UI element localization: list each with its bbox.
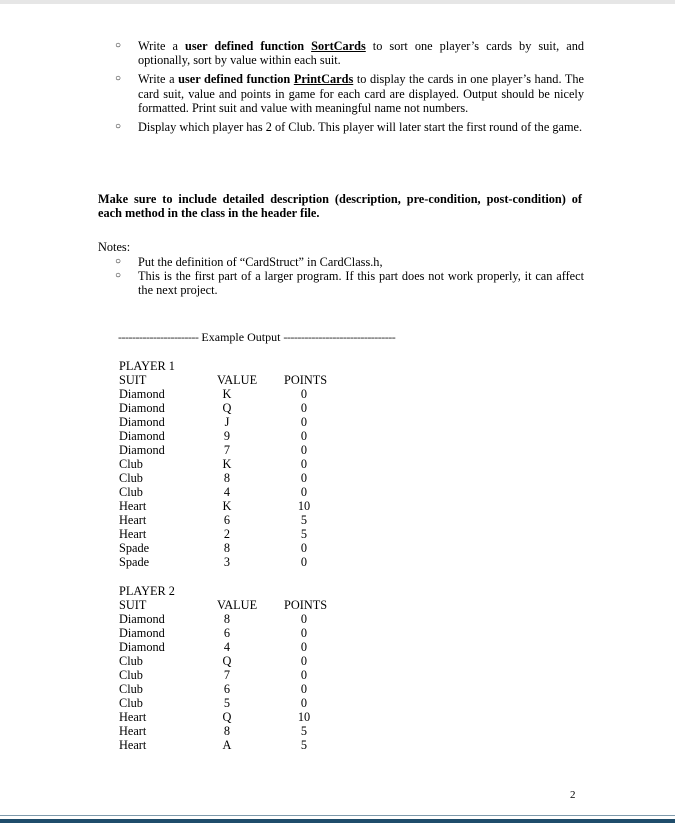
notes-list xyxy=(114,255,584,298)
card-value: K xyxy=(222,499,232,513)
card-points: 10 xyxy=(297,710,311,724)
card-row xyxy=(119,640,308,654)
card-points: 5 xyxy=(300,724,308,738)
card-value: 6 xyxy=(223,682,231,696)
card-points: 0 xyxy=(300,443,308,457)
function-name: PrintCards xyxy=(293,72,354,87)
dash-line: -------------------------------- xyxy=(283,330,396,344)
card-value: 8 xyxy=(223,541,231,555)
card-value: 6 xyxy=(223,626,231,640)
player-title: PLAYER 1 xyxy=(119,359,175,373)
card-suit: Heart xyxy=(119,710,147,724)
points-column-header: POINTS xyxy=(284,598,328,612)
card-row xyxy=(119,443,308,457)
card-value: 6 xyxy=(223,513,231,527)
card-value: K xyxy=(222,387,232,401)
card-value: 3 xyxy=(223,555,231,569)
hollow-bullet-icon: ○ xyxy=(115,40,122,51)
example-output-divider xyxy=(118,330,395,344)
card-points: 0 xyxy=(300,387,308,401)
value-column-header: VALUE xyxy=(217,373,258,387)
card-value: 2 xyxy=(223,527,231,541)
card-row xyxy=(119,738,308,752)
text: Display which player has 2 of Club. This player will later start the first round of the game. xyxy=(138,120,583,135)
card-value: K xyxy=(222,457,232,471)
card-suit: Diamond xyxy=(119,443,165,457)
card-suit: Club xyxy=(119,682,143,696)
card-value: 8 xyxy=(223,612,231,626)
top-rule xyxy=(0,0,675,4)
card-row xyxy=(119,387,308,401)
card-value: 7 xyxy=(223,443,231,457)
card-value: 8 xyxy=(223,471,231,485)
suit-column-header: SUIT xyxy=(119,598,147,612)
card-points: 0 xyxy=(300,541,308,555)
card-points: 5 xyxy=(300,738,308,752)
value-column-header: VALUE xyxy=(217,598,258,612)
card-row xyxy=(119,682,308,696)
card-value: J xyxy=(224,415,230,429)
card-row xyxy=(119,499,311,513)
player-title: PLAYER 2 xyxy=(119,584,175,598)
card-row xyxy=(119,485,308,499)
card-suit: Club xyxy=(119,457,143,471)
card-row xyxy=(119,710,311,724)
card-row xyxy=(119,513,308,527)
card-points: 5 xyxy=(300,527,308,541)
card-suit: Heart xyxy=(119,513,147,527)
card-row xyxy=(119,668,308,682)
card-points: 0 xyxy=(300,429,308,443)
card-value: 4 xyxy=(223,485,231,499)
card-suit: Club xyxy=(119,696,143,710)
card-value: 4 xyxy=(223,640,231,654)
card-suit: Spade xyxy=(119,555,150,569)
card-points: 0 xyxy=(300,401,308,415)
card-points: 0 xyxy=(300,640,308,654)
notes-heading: Notes: xyxy=(98,240,131,254)
card-value: 5 xyxy=(223,696,231,710)
card-value: 9 xyxy=(223,429,231,443)
requirement-two-of-club xyxy=(114,120,584,134)
note-text: Put the definition of “CardStruct” in CardClass.h, xyxy=(138,255,383,269)
card-points: 0 xyxy=(300,471,308,485)
function-name: SortCards xyxy=(311,39,366,53)
text: Write a xyxy=(138,72,179,87)
card-row xyxy=(119,654,308,668)
card-suit: Club xyxy=(119,471,143,485)
card-points: 5 xyxy=(300,513,308,527)
card-suit: Diamond xyxy=(119,640,165,654)
card-value: 7 xyxy=(223,668,231,682)
card-suit: Club xyxy=(119,654,143,668)
card-row xyxy=(119,457,308,471)
card-points: 0 xyxy=(300,457,308,471)
card-points: 0 xyxy=(300,612,308,626)
card-value: Q xyxy=(222,654,232,668)
card-suit: Heart xyxy=(119,527,147,541)
table-header-row xyxy=(119,598,328,612)
card-value: Q xyxy=(222,401,232,415)
card-points: 0 xyxy=(300,668,308,682)
card-suit: Diamond xyxy=(119,429,165,443)
card-suit: Diamond xyxy=(119,401,165,415)
card-suit: Diamond xyxy=(119,612,165,626)
hollow-bullet-icon: ○ xyxy=(115,121,122,133)
hollow-bullet-icon: ○ xyxy=(115,270,122,282)
player-2-table xyxy=(119,584,328,752)
page-number: 2 xyxy=(570,789,576,801)
note-text: This is the first part of a larger program. If this part does not work properly, it can affect the next project. xyxy=(138,269,584,298)
points-column-header: POINTS xyxy=(284,373,328,387)
bold-text: user defined function xyxy=(185,39,312,53)
card-points: 0 xyxy=(300,682,308,696)
card-row xyxy=(119,429,308,443)
bold-text: user defined function xyxy=(178,72,294,87)
note-item xyxy=(114,269,584,297)
card-suit: Spade xyxy=(119,541,150,555)
card-value: 8 xyxy=(223,724,231,738)
card-suit: Diamond xyxy=(119,626,165,640)
card-row xyxy=(119,401,308,415)
card-points: 0 xyxy=(300,654,308,668)
card-suit: Club xyxy=(119,668,143,682)
card-row xyxy=(119,626,308,640)
footer-rule xyxy=(0,819,675,823)
header-file-note: Make sure to include detailed description (description, pre-condition, post-condition) of each method in the class in the header file. xyxy=(98,192,582,221)
card-points: 0 xyxy=(300,696,308,710)
card-row xyxy=(119,527,308,541)
card-suit: Heart xyxy=(119,724,147,738)
card-row xyxy=(119,724,308,738)
footer-rule-thin xyxy=(0,815,675,816)
card-row xyxy=(119,555,308,569)
hollow-bullet-icon: ○ xyxy=(115,73,122,85)
card-suit: Club xyxy=(119,485,143,499)
suit-column-header: SUIT xyxy=(119,373,147,387)
text: to sort one player’s cards by suit, and optionally, sort by value within each suit. xyxy=(138,39,585,68)
card-suit: Diamond xyxy=(119,415,165,429)
text: Write a xyxy=(138,39,186,53)
requirement-printcards xyxy=(114,72,584,115)
text: to display the cards in one player’s hand. The card suit, value and points in game for each card are displayed. Output should be nicely formatted. Print suit and value with meaningful name not numbers. xyxy=(138,72,584,115)
card-row xyxy=(119,612,308,626)
card-row xyxy=(119,541,308,555)
table-header-row xyxy=(119,373,328,387)
requirement-sortcards xyxy=(114,39,584,67)
note-item xyxy=(114,255,584,269)
dash-line: ----------------------- xyxy=(118,330,199,344)
card-row xyxy=(119,696,308,710)
card-points: 0 xyxy=(300,626,308,640)
card-points: 0 xyxy=(300,485,308,499)
card-suit: Diamond xyxy=(119,387,165,401)
hollow-bullet-icon: ○ xyxy=(115,256,122,267)
requirements-list xyxy=(114,39,584,139)
card-points: 10 xyxy=(297,499,311,513)
card-points: 0 xyxy=(300,555,308,569)
card-value: Q xyxy=(222,710,232,724)
card-value: A xyxy=(222,738,232,752)
example-output-label: Example Output xyxy=(198,330,284,344)
card-row xyxy=(119,415,308,429)
player-1-table xyxy=(119,359,328,569)
card-suit: Heart xyxy=(119,499,147,513)
card-row xyxy=(119,471,308,485)
card-suit: Heart xyxy=(119,738,147,752)
card-points: 0 xyxy=(300,415,308,429)
